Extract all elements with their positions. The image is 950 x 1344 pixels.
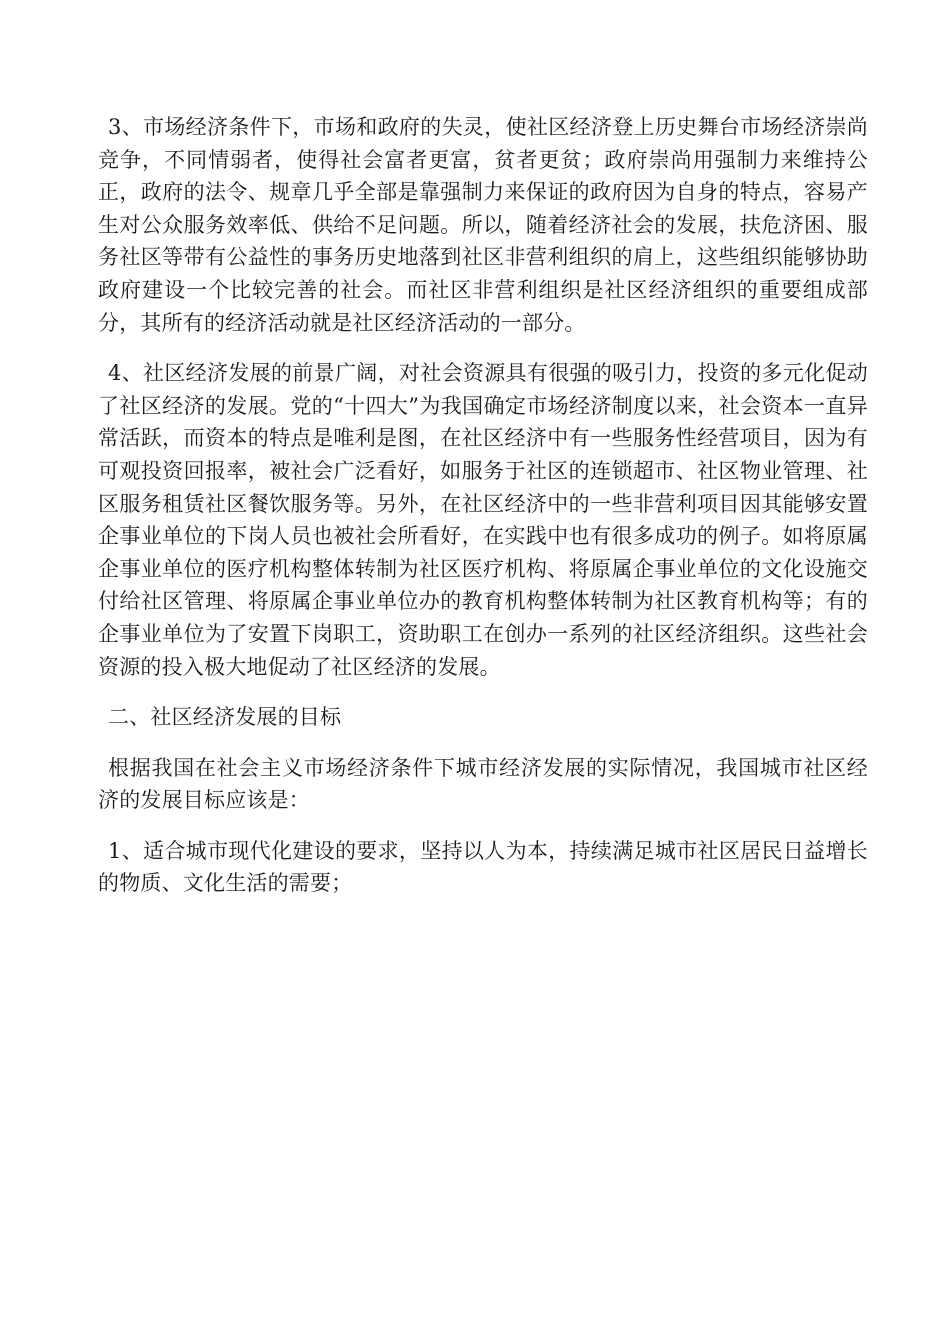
paragraph-goals-intro: 根据我国在社会主义市场经济条件下城市经济发展的实际情况，我国城市社区经济的发展目标应该是： xyxy=(98,755,868,813)
document-body xyxy=(98,111,868,918)
paragraph-4-development-prospects: 4、社区经济发展的前景广阔，对社会资源具有很强的吸引力，投资的多元化促动了社区经济的发展。党的“十四大”为我国确定市场经济制度以来，社会资本一直异常活跃，而资本的特点是唯利是图，在社区经济中有一些服务性经营项目，因为有可观投资回报率，被社会广泛看好，如服务于社区的连锁超市、社区物业管理、社区服务租赁社区餐饮服务等。另外，在社区经济中的一些非营利项目因其能够安置企事业单位的下岗人员也被社会所看好，在实践中也有很多成功的例子。如将原属企事业单位的医疗机构整体转制为社区医疗机构、将原属企事业单位的文化设施交付给社区管理、将原属企事业单位办的教育机构整体转制为社区教育机构等；有的企事业单位为了安置下岗职工，资助职工在创办一系列的社区经济组织。这些社会资源的投入极大地促动了社区经济的发展。 xyxy=(98,361,868,679)
paragraph-3-market-failure: 3、市场经济条件下，市场和政府的失灵，使社区经济登上历史舞台市场经济崇尚竞争，不同情弱者，使得社会富者更富，贫者更贫；政府崇尚用强制力来维持公正，政府的法令、规章几乎全部是靠强制力来保证的政府因为自身的特点，容易产生对公众服务效率低、供给不足问题。所以，随着经济社会的发展，扶危济困、服务社区等带有公益性的事务历史地落到社区非营利组织的肩上，这些组织能够协助政府建设一个比较完善的社会。而社区非营利组织是社区经济组织的重要组成部分，其所有的经济活动就是社区经济活动的一部分。 xyxy=(98,115,868,335)
section-heading: 二、社区经济发展的目标 xyxy=(108,705,342,730)
paragraph-goal-1: 1、适合城市现代化建设的要求，坚持以人为本，持续满足城市社区居民日益增长的物质、文化生活的需要； xyxy=(98,838,868,896)
